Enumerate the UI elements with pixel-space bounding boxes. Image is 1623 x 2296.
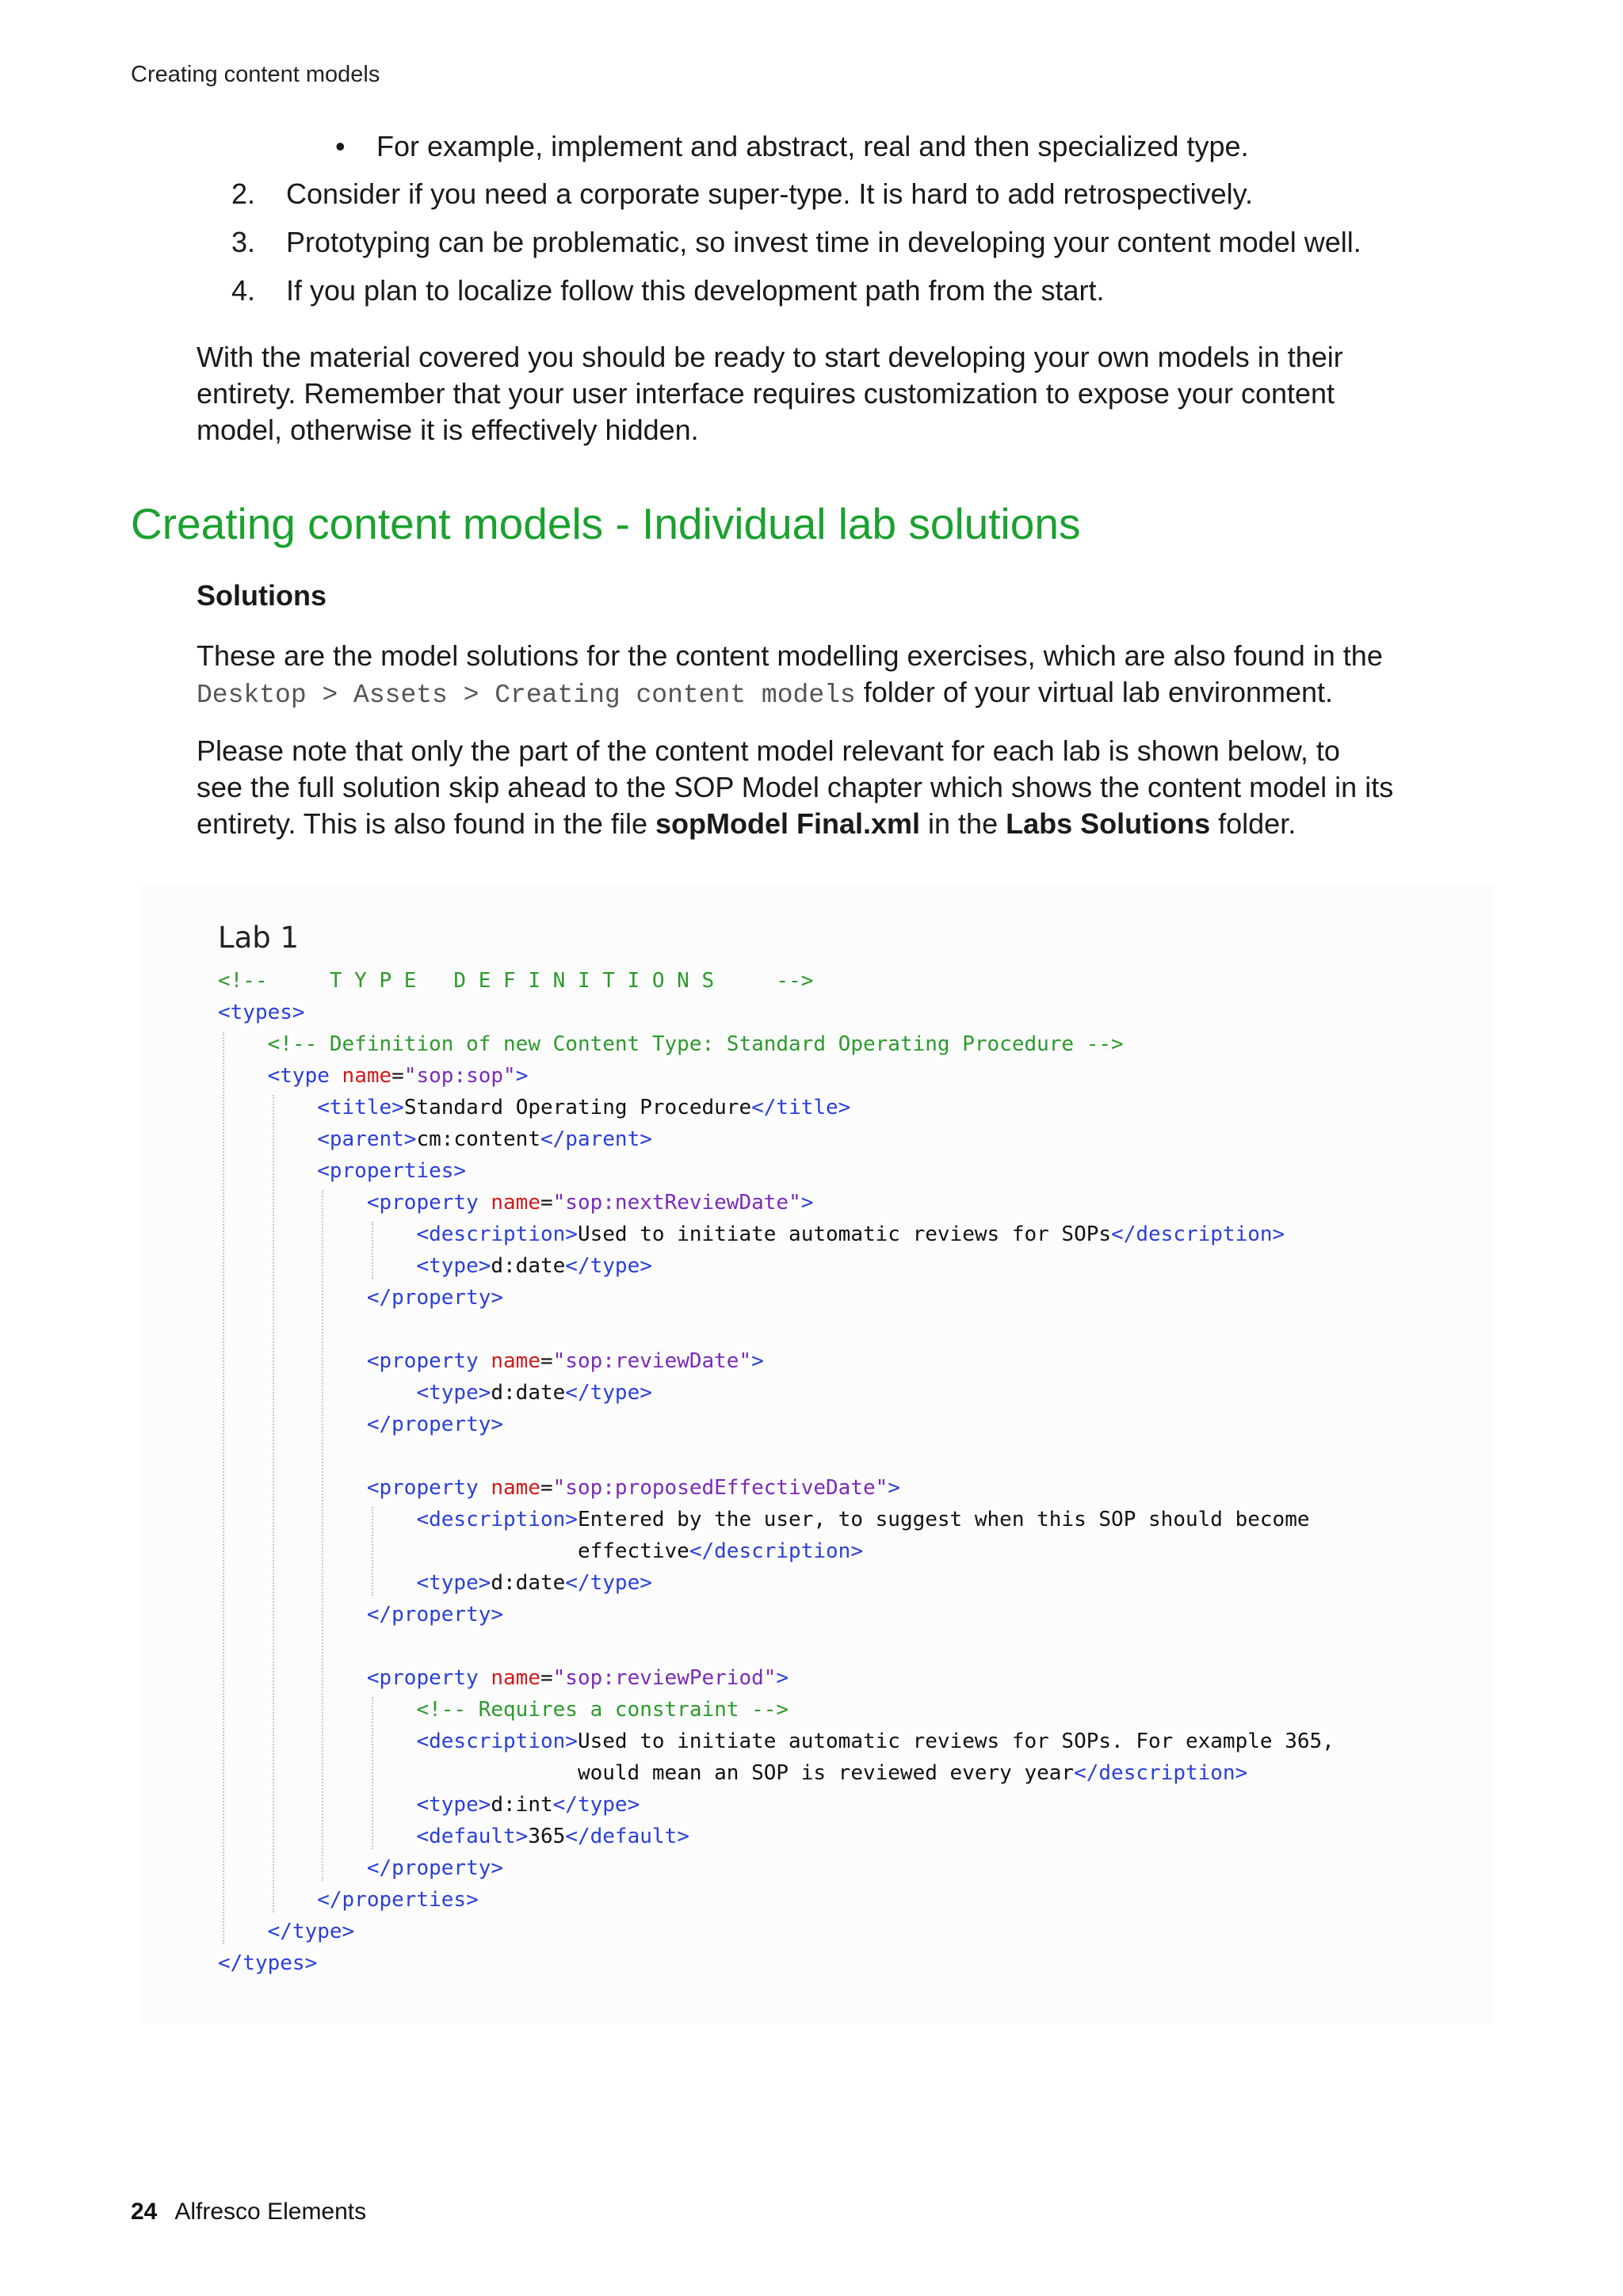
code-line bbox=[218, 1821, 1335, 1852]
code-line bbox=[218, 1250, 1335, 1282]
file-name: sopModel Final.xml bbox=[655, 807, 921, 840]
lab-title: Lab 1 bbox=[218, 921, 300, 955]
paragraph-line: Please note that only the part of the content model relevant for each lab is shown below, to bbox=[197, 734, 1340, 767]
page-footer bbox=[131, 2199, 366, 2225]
code-token: "sop:nextReviewDate" bbox=[552, 1191, 801, 1215]
code-line bbox=[218, 1726, 1335, 1757]
code-token: = bbox=[540, 1476, 553, 1500]
code-token: effective bbox=[218, 1539, 689, 1563]
code-token: <property bbox=[218, 1476, 491, 1500]
paragraph-line bbox=[197, 674, 1465, 714]
bullet-text: For example, implement and abstract, real and then specialized type. bbox=[376, 130, 1249, 162]
code-token: Standard Operating Procedure bbox=[403, 1096, 752, 1119]
code-line bbox=[218, 1282, 1335, 1314]
intro-paragraph bbox=[197, 339, 1465, 448]
code-token: <type> bbox=[218, 1254, 491, 1278]
code-token: name bbox=[491, 1666, 540, 1690]
indent-guide bbox=[372, 1507, 373, 1596]
code-token: </description> bbox=[689, 1539, 863, 1563]
paragraph-line bbox=[197, 806, 1465, 842]
paragraph-line: These are the model solutions for the content modelling exercises, which are also found in the bbox=[197, 639, 1383, 672]
code-token: d:date bbox=[491, 1254, 566, 1278]
code-token: </properties> bbox=[218, 1888, 479, 1912]
code-line bbox=[218, 1472, 1335, 1504]
code-line bbox=[218, 997, 1335, 1028]
code-token: name bbox=[342, 1064, 392, 1088]
code-line bbox=[218, 1852, 1335, 1884]
code-token: = bbox=[391, 1064, 404, 1088]
code-token: </default> bbox=[565, 1825, 689, 1848]
code-token: Used to initiate automatic reviews for SOPs bbox=[577, 1222, 1112, 1246]
code-line bbox=[218, 1567, 1335, 1599]
code-token: Entered by the user, to suggest when this SOP should become bbox=[577, 1508, 1310, 1531]
paragraph-line: see the full solution skip ahead to the SOP Model chapter which shows the content model in its bbox=[197, 771, 1394, 803]
code-line bbox=[218, 1916, 1335, 1947]
code-token: <property bbox=[218, 1349, 491, 1373]
code-line bbox=[218, 1599, 1335, 1630]
folder-path: Desktop > Assets > Creating content models bbox=[197, 681, 856, 710]
list-number: 2. bbox=[231, 177, 256, 210]
code-line bbox=[218, 1155, 1335, 1187]
code-token: "sop:reviewDate" bbox=[552, 1349, 752, 1373]
code-line bbox=[218, 1314, 1335, 1345]
code-token: </type> bbox=[565, 1381, 652, 1405]
intro-line: entirety. Remember that your user interface requires customization to expose your content bbox=[197, 377, 1335, 410]
code-line bbox=[218, 1535, 1335, 1567]
code-line bbox=[218, 965, 1335, 997]
bullet-marker: • bbox=[335, 130, 346, 162]
solutions-paragraph bbox=[197, 638, 1465, 714]
code-token: </property> bbox=[218, 1603, 504, 1627]
page-number: 24 bbox=[131, 2199, 158, 2225]
code-token: <title> bbox=[218, 1096, 404, 1119]
code-line bbox=[218, 1409, 1335, 1440]
code-token: > bbox=[515, 1064, 529, 1088]
code-token: </type> bbox=[552, 1793, 640, 1817]
code-token: > bbox=[776, 1666, 789, 1690]
code-token: </type> bbox=[218, 1920, 355, 1943]
solutions-subheading: Solutions bbox=[197, 579, 327, 612]
code-listing bbox=[218, 965, 1335, 1979]
code-line bbox=[218, 1092, 1335, 1123]
code-token: </property> bbox=[218, 1856, 504, 1880]
list-number: 4. bbox=[231, 274, 256, 307]
code-token: <type> bbox=[218, 1793, 491, 1817]
list-text: Prototyping can be problematic, so invest time in developing your content model well. bbox=[286, 226, 1361, 258]
code-token: </property> bbox=[218, 1413, 504, 1436]
code-token: = bbox=[540, 1349, 553, 1373]
text-run: in the bbox=[920, 807, 1006, 840]
list-text: Consider if you need a corporate super-type. It is hard to add retrospectively. bbox=[286, 177, 1253, 210]
note-paragraph bbox=[197, 733, 1465, 842]
code-line bbox=[218, 1947, 1335, 1979]
code-token: name bbox=[491, 1349, 540, 1373]
code-token: </description> bbox=[1074, 1761, 1248, 1785]
code-line bbox=[218, 1630, 1335, 1662]
code-token: </title> bbox=[751, 1096, 851, 1119]
book-title: Alfresco Elements bbox=[174, 2199, 367, 2225]
code-token: <!-- Requires a constraint --> bbox=[218, 1698, 789, 1722]
code-token: cm:content bbox=[416, 1127, 540, 1151]
code-line bbox=[218, 1504, 1335, 1535]
code-line bbox=[218, 1757, 1335, 1789]
code-token: = bbox=[540, 1191, 553, 1215]
numbered-list-item bbox=[231, 224, 1361, 261]
list-number: 3. bbox=[231, 226, 256, 258]
folder-name: Labs Solutions bbox=[1006, 807, 1211, 840]
indent-guide bbox=[372, 1697, 373, 1849]
code-token: name bbox=[491, 1476, 540, 1500]
code-line bbox=[218, 1694, 1335, 1726]
code-token: 365 bbox=[528, 1825, 566, 1848]
code-token: "sop:reviewPeriod" bbox=[552, 1666, 777, 1690]
intro-line: model, otherwise it is effectively hidden. bbox=[197, 414, 699, 446]
code-token: </property> bbox=[218, 1286, 504, 1310]
bullet-list-item bbox=[335, 128, 1249, 165]
text-run: folder. bbox=[1210, 807, 1296, 840]
code-line bbox=[218, 1884, 1335, 1916]
indent-guide bbox=[223, 1032, 224, 1944]
code-token: <parent> bbox=[218, 1127, 417, 1151]
code-line bbox=[218, 1789, 1335, 1821]
code-token: <type> bbox=[218, 1381, 491, 1405]
code-token: > bbox=[800, 1191, 814, 1215]
code-line bbox=[218, 1345, 1335, 1377]
code-token: </type> bbox=[565, 1254, 652, 1278]
code-token: <default> bbox=[218, 1825, 529, 1848]
code-token: <types> bbox=[218, 1001, 305, 1024]
code-token: <property bbox=[218, 1666, 491, 1690]
code-line bbox=[218, 1377, 1335, 1409]
list-text: If you plan to localize follow this development path from the start. bbox=[286, 274, 1105, 307]
code-token: <description> bbox=[218, 1508, 578, 1531]
code-line bbox=[218, 1028, 1335, 1060]
running-header: Creating content models bbox=[131, 62, 380, 87]
code-token: > bbox=[751, 1349, 764, 1373]
code-token: <description> bbox=[218, 1222, 578, 1246]
code-token: Used to initiate automatic reviews for SOPs. For example 365, bbox=[577, 1730, 1335, 1753]
code-token: would mean an SOP is reviewed every year bbox=[218, 1761, 1075, 1785]
code-token: > bbox=[888, 1476, 900, 1500]
intro-line: With the material covered you should be ready to start developing your own models in their bbox=[197, 341, 1343, 373]
indent-guide bbox=[322, 1190, 323, 1881]
code-token: d:date bbox=[491, 1381, 566, 1405]
section-heading: Creating content models - Individual lab solutions bbox=[131, 499, 1081, 548]
code-token: name bbox=[491, 1191, 540, 1215]
code-token: </description> bbox=[1111, 1222, 1285, 1246]
numbered-list-item bbox=[231, 176, 1253, 212]
code-token: <property bbox=[218, 1191, 491, 1215]
code-token: "sop:sop" bbox=[403, 1064, 516, 1088]
indent-guide bbox=[273, 1095, 274, 1913]
code-token: </types> bbox=[218, 1951, 318, 1975]
numbered-list-item bbox=[231, 273, 1105, 309]
code-line bbox=[218, 1123, 1335, 1155]
code-line bbox=[218, 1219, 1335, 1250]
text-run: entirety. This is also found in the file bbox=[197, 807, 655, 840]
code-token: <type> bbox=[218, 1571, 491, 1595]
code-token: <!-- T Y P E D E F I N I T I O N S --> bbox=[218, 969, 814, 993]
indent-guide bbox=[372, 1222, 373, 1279]
code-line bbox=[218, 1187, 1335, 1219]
code-token: <description> bbox=[218, 1730, 578, 1753]
code-token: <type bbox=[218, 1064, 342, 1088]
code-token: "sop:proposedEffectiveDate" bbox=[552, 1476, 888, 1500]
code-token: </parent> bbox=[540, 1127, 652, 1151]
code-token: d:date bbox=[491, 1571, 566, 1595]
code-token: = bbox=[540, 1666, 553, 1690]
code-token: </type> bbox=[565, 1571, 652, 1595]
code-line bbox=[218, 1060, 1335, 1092]
code-screenshot bbox=[139, 883, 1494, 2024]
code-line bbox=[218, 1440, 1335, 1472]
code-token: <properties> bbox=[218, 1159, 467, 1183]
code-token: <!-- Definition of new Content Type: Standard Operating Procedure --> bbox=[218, 1032, 1124, 1056]
code-token: d:int bbox=[491, 1793, 553, 1817]
code-line bbox=[218, 1662, 1335, 1694]
folder-path-suffix: folder of your virtual lab environment. bbox=[863, 676, 1334, 708]
